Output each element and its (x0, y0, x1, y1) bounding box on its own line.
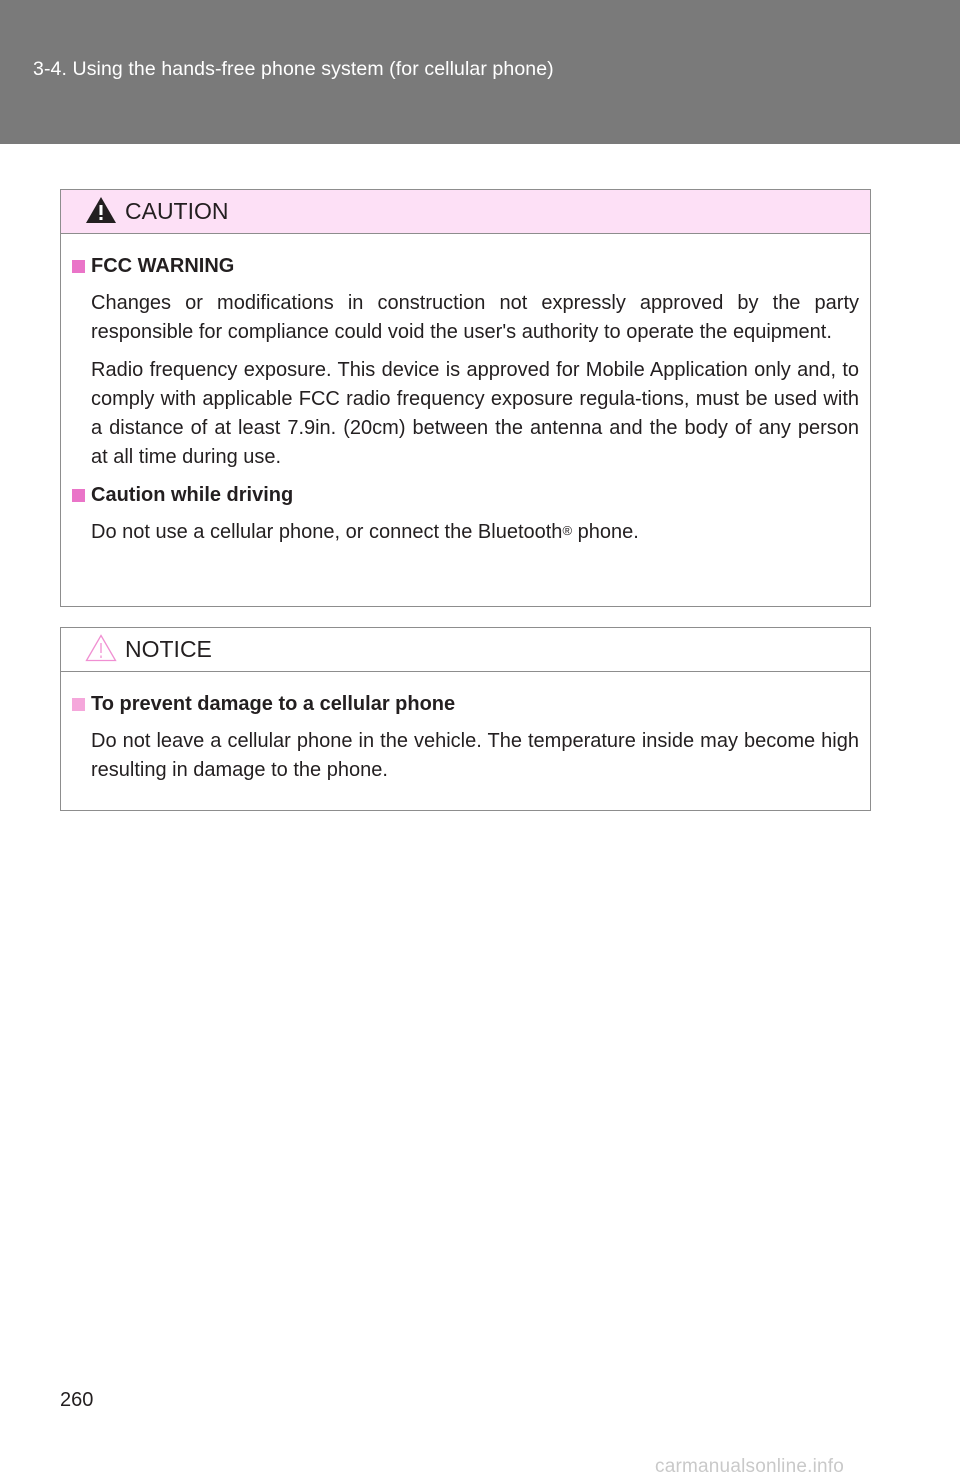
fcc-warning-paragraph-1: Changes or modifications in construction not expressly approved by the party responsible for compliance could void the user's authority to operate the equipment. (91, 292, 859, 343)
caution-box (60, 189, 871, 607)
warning-triangle-filled-icon (84, 195, 118, 225)
fcc-warning-heading (72, 252, 859, 280)
page-header (0, 0, 960, 144)
notice-label: NOTICE (125, 636, 212, 662)
square-bullet-icon (72, 489, 85, 502)
caution-header (61, 190, 870, 234)
notice-body (61, 672, 870, 785)
watermark: carmanualsonline.info (655, 1456, 845, 1477)
notice-header (61, 628, 870, 672)
registered-mark: ® (562, 523, 573, 538)
prevent-damage-heading (72, 690, 859, 718)
page-number: 260 (60, 1389, 94, 1411)
notice-box (60, 627, 871, 811)
caution-driving-paragraph (91, 518, 859, 547)
square-bullet-icon (72, 260, 85, 273)
square-bullet-icon (72, 698, 85, 711)
caution-driving-title: Caution while driving (91, 484, 294, 506)
fcc-warning-paragraph-2: Radio frequency exposure. This device is approved for Mobile Application only and, to comply with applicable FCC radio frequency exposure regula-tions, must be used with a distance of at least 7.9in. (20cm) between the antenna and the body of any person at all time during use. (91, 359, 859, 468)
caution-driving-text-a: Do not use a cellular phone, or connect the Bluetooth (91, 521, 563, 543)
caution-label: CAUTION (125, 198, 229, 224)
prevent-damage-paragraph: Do not leave a cellular phone in the vehicle. The temperature inside may become high resulting in damage to the phone. (91, 730, 859, 781)
caution-body (61, 234, 870, 547)
fcc-warning-title: FCC WARNING (91, 255, 235, 277)
caution-driving-heading (72, 481, 859, 509)
section-title: 3-4. Using the hands-free phone system (for cellular phone) (33, 58, 554, 80)
warning-triangle-outline-icon (84, 633, 118, 663)
caution-driving-text-b: phone. (572, 521, 639, 543)
prevent-damage-title: To prevent damage to a cellular phone (91, 693, 456, 715)
